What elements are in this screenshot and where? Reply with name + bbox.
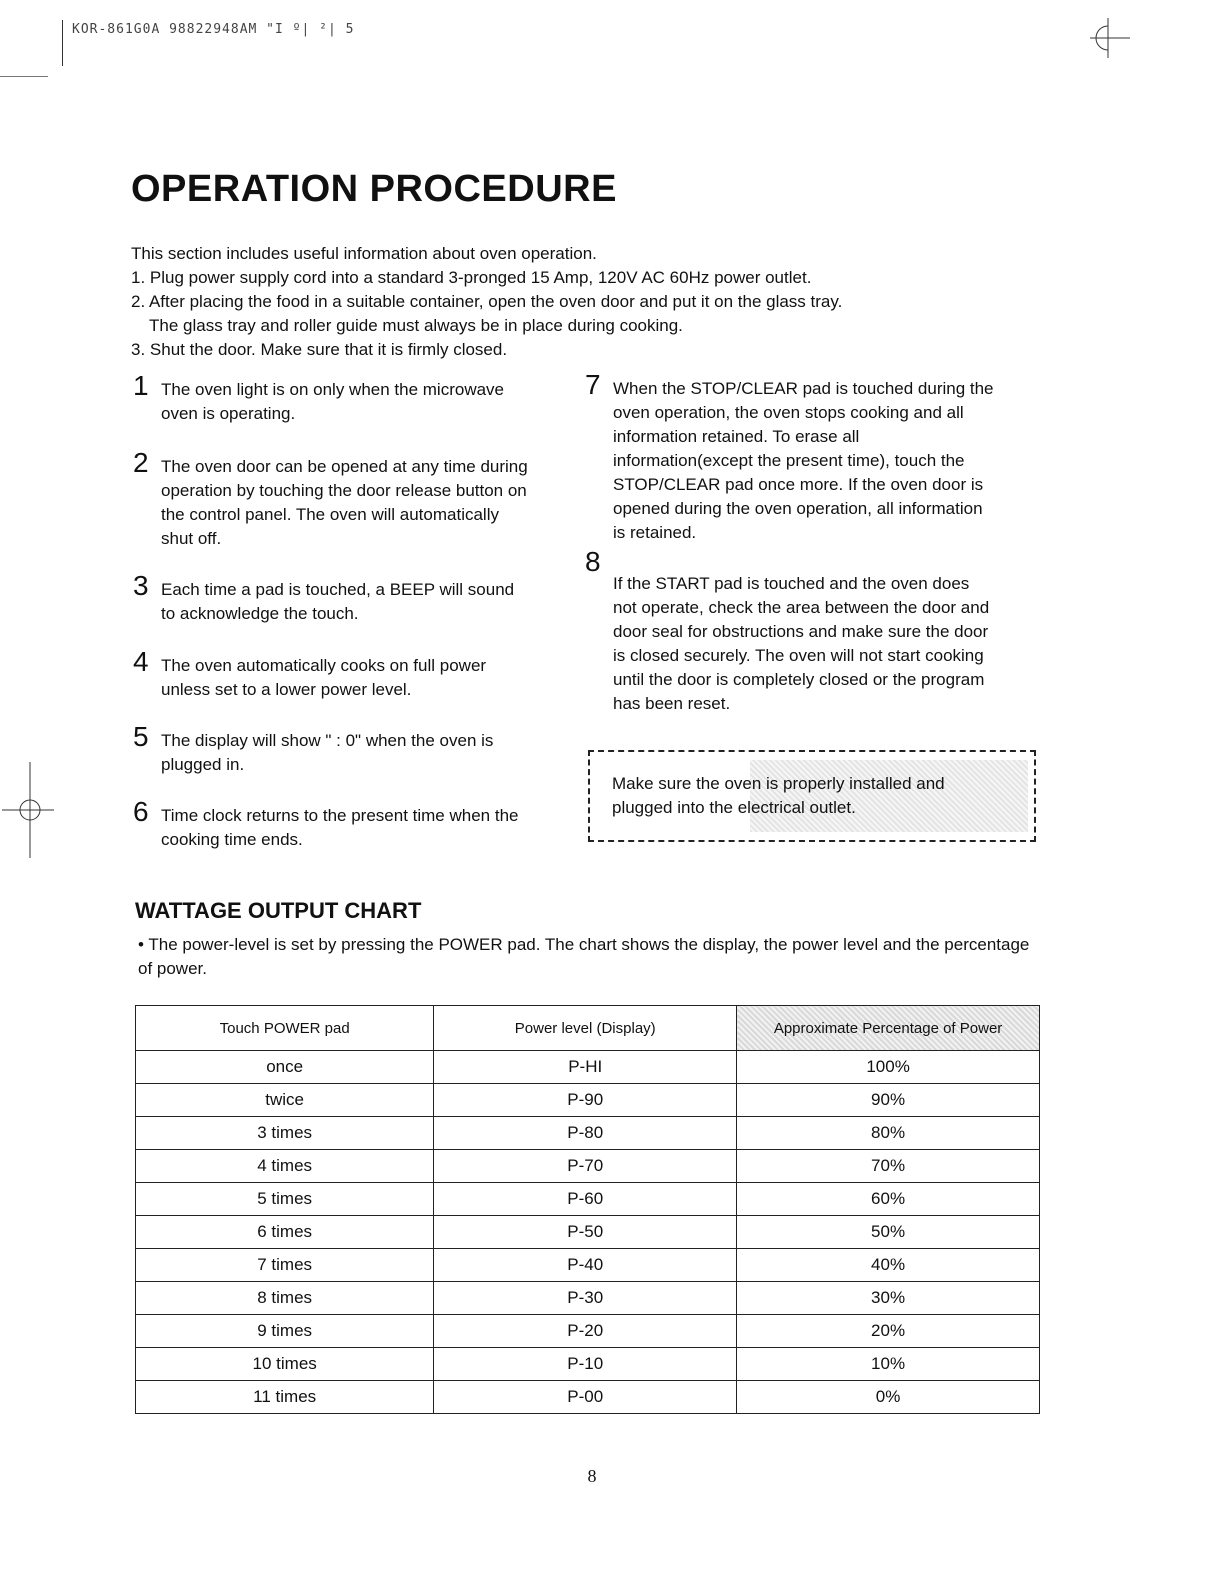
procedure-item-4 (133, 646, 563, 704)
item-line: Each time a pad is touched, a BEEP will sound (161, 580, 515, 599)
table-row (136, 1216, 1040, 1249)
item-line: oven is operating. (161, 404, 296, 423)
intro-line: 2. After placing the food in a suitable container, open the oven door and put it on the glass tray. (131, 292, 843, 311)
table-cell: 50% (737, 1216, 1040, 1249)
procedure-item-5 (133, 721, 563, 779)
item-number: 3 (133, 570, 149, 601)
note-box (588, 750, 1036, 842)
procedure-item-8 (585, 546, 1045, 722)
table-body (136, 1051, 1040, 1414)
item-line: Time clock returns to the present time when the (161, 806, 519, 825)
item-number: 5 (133, 721, 149, 752)
item-line: shut off. (161, 529, 222, 548)
table-cell: 30% (737, 1282, 1040, 1315)
item-number: 6 (133, 796, 149, 827)
item-line: When the STOP/CLEAR pad is touched during the (613, 379, 994, 398)
table-cell: 6 times (136, 1216, 434, 1249)
table-cell: 10 times (136, 1348, 434, 1381)
table-cell: 5 times (136, 1183, 434, 1216)
intro-line: 3. Shut the door. Make sure that it is firmly closed. (131, 340, 508, 359)
intro-line: This section includes useful information about oven operation. (131, 244, 597, 263)
item-line: unless set to a lower power level. (161, 680, 412, 699)
table-cell: once (136, 1051, 434, 1084)
page-number: 8 (587, 1466, 597, 1486)
note-line: Make sure the oven is properly installed and (612, 774, 945, 793)
intro-line: 1. Plug power supply cord into a standard 3-pronged 15 Amp, 120V AC 60Hz power outlet. (131, 268, 812, 287)
item-line: opened during the oven operation, all information (613, 499, 983, 518)
table-cell: 70% (737, 1150, 1040, 1183)
item-line: door seal for obstructions and make sure the door (613, 622, 989, 641)
item-line: operation by touching the door release button on (161, 481, 527, 500)
item-line: to acknowledge the touch. (161, 604, 359, 623)
table-cell: 7 times (136, 1249, 434, 1282)
item-line: until the door is completely closed or the program (613, 670, 985, 689)
table-cell: 11 times (136, 1381, 434, 1414)
wattage-description: • The power-level is set by pressing the POWER pad. The chart shows the display, the power level and the percentage of power. (138, 935, 1030, 978)
item-line: STOP/CLEAR pad once more. If the oven door is (613, 475, 984, 494)
item-number: 1 (133, 370, 149, 401)
table-header-row (136, 1006, 1040, 1051)
item-line: information retained. To erase all (613, 427, 860, 446)
table-cell: P-HI (434, 1051, 737, 1084)
table-cell: P-60 (434, 1183, 737, 1216)
item-line: The oven automatically cooks on full power (161, 656, 487, 675)
column-header: Touch POWER pad (136, 1006, 434, 1051)
item-line: oven operation, the oven stops cooking and all (613, 403, 964, 422)
procedure-item-1 (133, 370, 563, 438)
procedure-item-6 (133, 796, 573, 854)
registration-mark-icon (2, 762, 54, 858)
table-row (136, 1315, 1040, 1348)
procedure-item-3 (133, 570, 563, 628)
crop-mark-line (0, 76, 48, 77)
item-line: If the START pad is touched and the oven does (613, 574, 970, 593)
intro-line: The glass tray and roller guide must always be in place during cooking. (149, 316, 683, 335)
table-cell: 9 times (136, 1315, 434, 1348)
procedure-item-2 (133, 447, 573, 555)
item-line: is retained. (613, 523, 697, 542)
table-cell: twice (136, 1084, 434, 1117)
table-cell: 90% (737, 1084, 1040, 1117)
table-row (136, 1348, 1040, 1381)
page-title: OPERATION PROCEDURE (131, 168, 617, 210)
item-number: 4 (133, 646, 149, 677)
item-line: The oven light is on only when the microwave (161, 380, 505, 399)
wattage-chart-title: WATTAGE OUTPUT CHART (135, 898, 422, 923)
item-line: plugged in. (161, 755, 245, 774)
table-cell: 40% (737, 1249, 1040, 1282)
table-row (136, 1381, 1040, 1414)
table-row (136, 1117, 1040, 1150)
table-cell: 3 times (136, 1117, 434, 1150)
table-row (136, 1150, 1040, 1183)
column-header: Approximate Percentage of Power (737, 1006, 1040, 1051)
table-cell: P-50 (434, 1216, 737, 1249)
crop-mark-line (62, 20, 63, 66)
table-row (136, 1084, 1040, 1117)
table-cell: P-20 (434, 1315, 737, 1348)
table-row (136, 1183, 1040, 1216)
table-cell: 100% (737, 1051, 1040, 1084)
item-line: has been reset. (613, 694, 731, 713)
table-cell: 0% (737, 1381, 1040, 1414)
item-line: The oven door can be opened at any time during (161, 457, 528, 476)
registration-mark-icon (1090, 18, 1130, 58)
item-line: cooking time ends. (161, 830, 303, 849)
table-cell: 10% (737, 1348, 1040, 1381)
item-line: information(except the present time), touch the (613, 451, 965, 470)
document-header-code: KOR-861G0A 98822948AM "I º| ²| 5 (72, 22, 355, 37)
wattage-table (135, 1005, 1040, 1414)
item-line: is closed securely. The oven will not start cooking (613, 646, 984, 665)
item-number: 7 (585, 369, 601, 400)
table-cell: 8 times (136, 1282, 434, 1315)
item-line: The display will show " : 0" when the oven is (161, 731, 494, 750)
note-line: plugged into the electrical outlet. (612, 798, 856, 817)
table-cell: P-70 (434, 1150, 737, 1183)
table-row (136, 1249, 1040, 1282)
table-cell: P-00 (434, 1381, 737, 1414)
table-cell: 20% (737, 1315, 1040, 1348)
table-cell: 4 times (136, 1150, 434, 1183)
item-number: 8 (585, 546, 601, 577)
table-cell: P-10 (434, 1348, 737, 1381)
table-cell: 80% (737, 1117, 1040, 1150)
table-cell: P-30 (434, 1282, 737, 1315)
procedure-item-7 (585, 369, 1045, 549)
table-row (136, 1282, 1040, 1315)
table-cell: P-40 (434, 1249, 737, 1282)
item-number: 2 (133, 447, 149, 478)
table-cell: P-90 (434, 1084, 737, 1117)
table-cell: 60% (737, 1183, 1040, 1216)
table-cell: P-80 (434, 1117, 737, 1150)
item-line: the control panel. The oven will automatically (161, 505, 499, 524)
intro-section (131, 242, 1111, 362)
item-line: not operate, check the area between the door and (613, 598, 990, 617)
table-row (136, 1051, 1040, 1084)
column-header: Power level (Display) (434, 1006, 737, 1051)
